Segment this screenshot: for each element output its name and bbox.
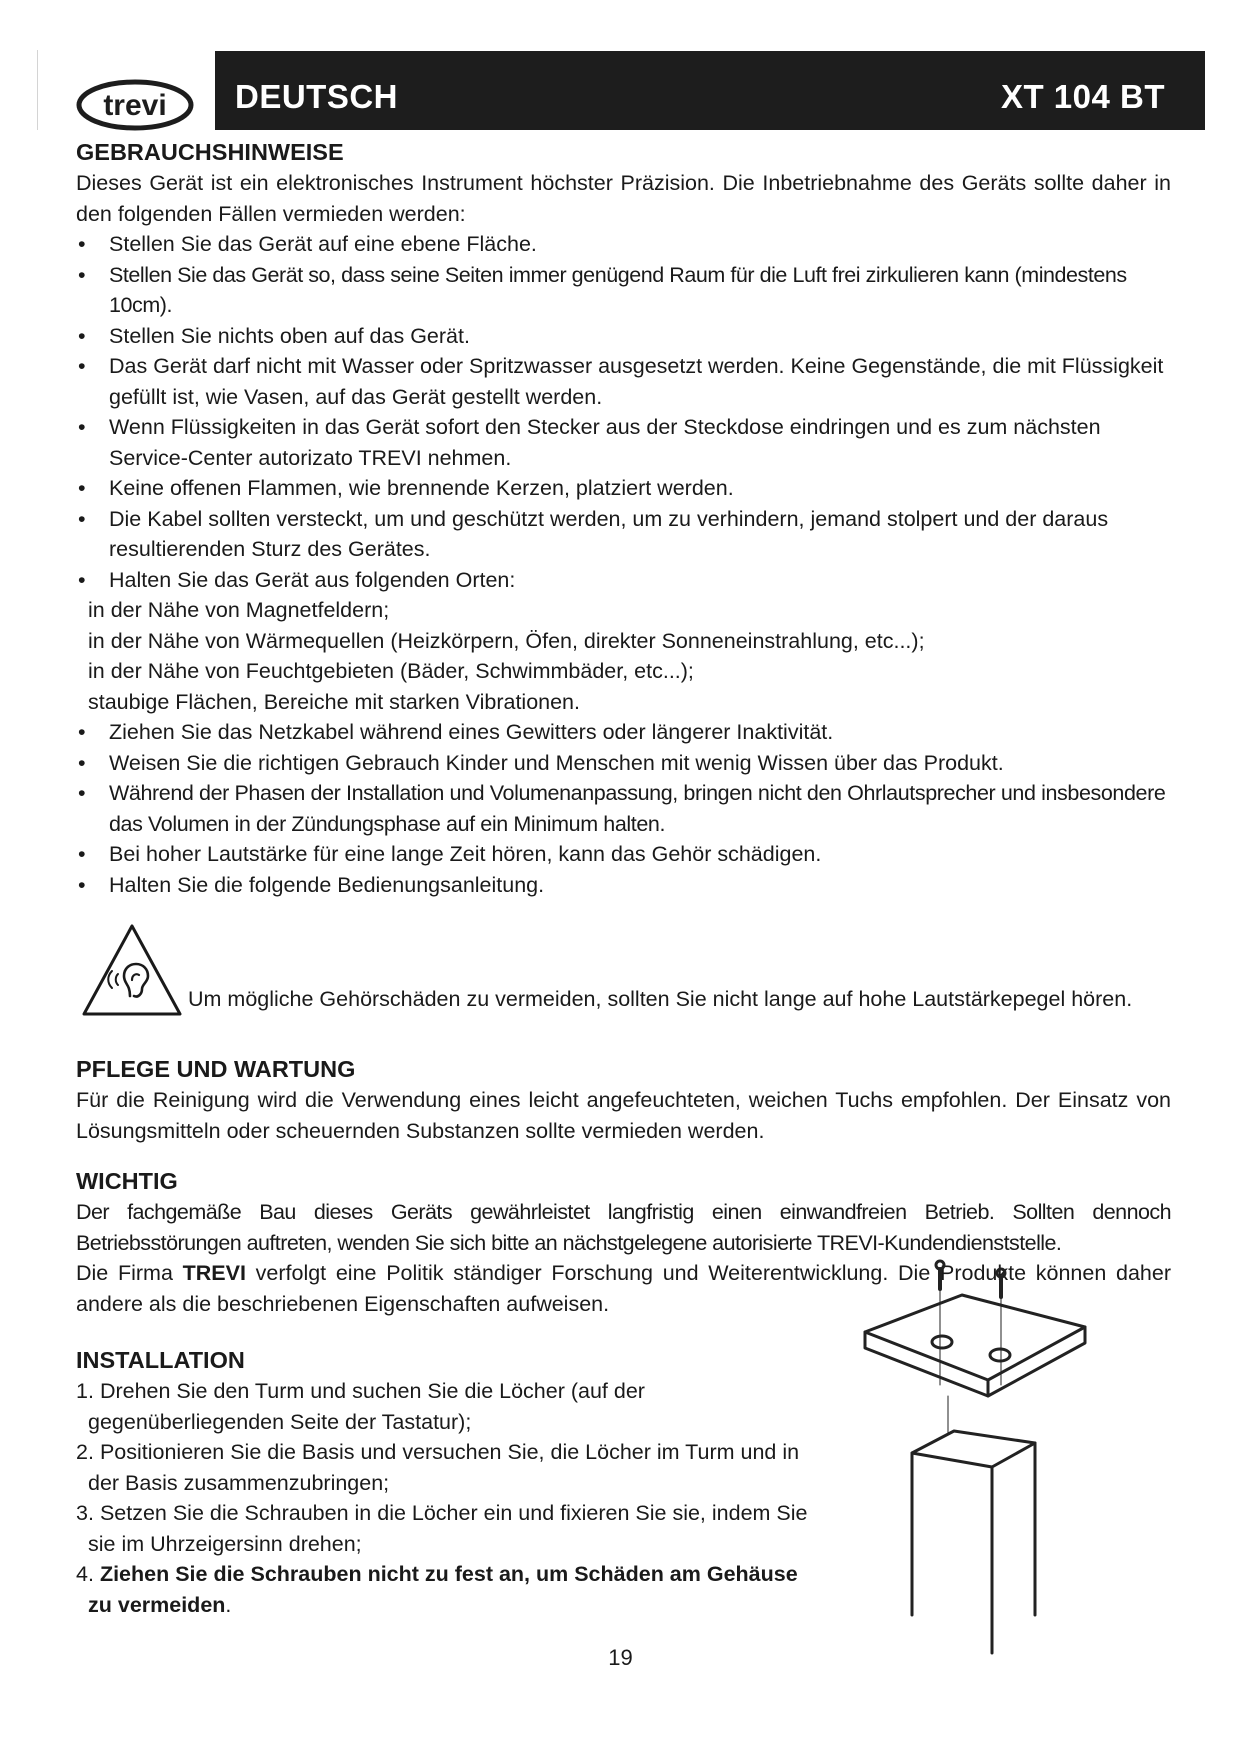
place-item: staubige Flächen, Bereiche mit starken Vibrationen. xyxy=(88,689,580,714)
important-title: WICHTIG xyxy=(76,1168,178,1194)
installation-step: 4. Ziehen Sie die Schrauben nicht zu fest an, um Schäden am Gehäuse zu vermeiden. xyxy=(76,1562,798,1617)
usage-intro: Dieses Gerät ist ein elektronisches Instrument höchster Präzision. Die Inbetriebnahme des Geräts sollte daher in den folgenden Fällen vermieden werden: xyxy=(76,171,1171,226)
bullet: • xyxy=(78,262,86,287)
care-text: Für die Reinigung wird die Verwendung eines leicht angefeuchteten, weichen Tuchs empfohlen. Der Einsatz von Lösungsmitteln oder scheuernden Substanzen sollte vermieden werden. xyxy=(76,1088,1171,1143)
list-item: • Das Gerät darf nicht mit Wasser oder Spritzwasser ausgesetzt werden. Keine Gegenstände, die mit Flüssigkeit gefüllt ist, wie Vasen, auf das Gerät gestellt werden. xyxy=(76,351,1171,412)
installation-title: INSTALLATION xyxy=(76,1347,245,1373)
bullet: • xyxy=(78,720,86,744)
bullet: • xyxy=(78,476,86,500)
care-section xyxy=(76,1054,1171,1146)
place-item: in der Nähe von Wärmequellen (Heizkörpern, Öfen, direkter Sonneneinstrahlung, etc...); xyxy=(88,628,925,653)
bullet: • xyxy=(78,415,86,439)
list-item: • Ziehen Sie das Netzkabel während eines Gewitters oder längerer Inaktivität. xyxy=(76,717,1171,748)
trevi-logo xyxy=(76,79,194,131)
bullet: • xyxy=(78,567,86,592)
usage-list xyxy=(76,229,1171,595)
list-item: • Weisen Sie die richtigen Gebrauch Kinder und Menschen mit wenig Wissen über das Produkt. xyxy=(76,748,1171,779)
tower xyxy=(912,1431,1035,1653)
list-item: • Stellen Sie das Gerät so, dass seine Seiten immer genügend Raum für die Luft frei zirkulieren kann (mindestens 10cm). xyxy=(76,260,1171,321)
list-item: • Halten Sie das Gerät aus folgenden Orten: xyxy=(76,565,1171,596)
list-item: • Halten Sie die folgende Bedienungsanleitung. xyxy=(76,870,1171,901)
bullet: • xyxy=(78,506,86,531)
list-item: • Bei hoher Lautstärke für eine lange Zeit hören, kann das Gehör schädigen. xyxy=(76,839,1171,870)
screw-icon xyxy=(936,1261,944,1385)
installation-steps xyxy=(76,1376,816,1620)
list-item: • Keine offenen Flammen, wie brennende Kerzen, platziert werden. xyxy=(76,473,1171,504)
list-item: • Die Kabel sollten versteckt, um und geschützt werden, um zu verhindern, jemand stolpert und der daraus resultierenden Sturz des Gerätes. xyxy=(76,504,1171,565)
model-label: XT 104 BT xyxy=(1000,77,1165,115)
hearing-warning-text: Um mögliche Gehörschäden zu vermeiden, sollten Sie nicht lange auf hohe Lautstärkepegel hören. xyxy=(188,987,1133,1011)
usage-list-continued xyxy=(76,717,1171,900)
hearing-warning xyxy=(76,922,1171,1040)
care-title: PFLEGE UND WARTUNG xyxy=(76,1056,356,1082)
list-item: • Stellen Sie nichts oben auf das Gerät. xyxy=(76,321,1171,352)
important-text-2: Die Firma TREVI verfolgt eine Politik ständiger Forschung und Weiterentwicklung. Die Produkte können daher andere als die beschriebenen Eigenschaften aufweisen. xyxy=(76,1261,1171,1316)
place-item: in der Nähe von Feuchtgebieten (Bäder, Schwimmbäder, etc...); xyxy=(88,659,694,683)
header-bar xyxy=(215,51,1205,130)
base-plate xyxy=(865,1295,1085,1396)
bullet: • xyxy=(78,842,86,866)
list-item: • Stellen Sie das Gerät auf eine ebene Fläche. xyxy=(76,229,1171,260)
list-item: • Während der Phasen der Installation und Volumenanpassung, bringen nicht den Ohrlautsprecher und insbesondere das Volumen in der Zündungsphase auf ein Minimum halten. xyxy=(76,778,1171,839)
list-item: • Wenn Flüssigkeiten in das Gerät sofort den Stecker aus der Steckdose eindringen und es zum nächsten Service-Center autorizato TREVI nehmen. xyxy=(76,412,1171,473)
bullet: • xyxy=(78,781,86,805)
bullet: • xyxy=(78,354,86,378)
logo-wordmark: trevi xyxy=(103,89,167,122)
bullet: • xyxy=(78,323,86,348)
bullet: • xyxy=(78,232,86,256)
screw-icon xyxy=(997,1269,1005,1385)
hearing-warning-icon xyxy=(80,922,184,1018)
bullet: • xyxy=(78,872,86,897)
important-text-1: Der fachgemäße Bau dieses Geräts gewährleistet langfristig einen einwandfreien Betrieb. Sollten dennoch Betriebsstörungen auftreten, wenden Sie sich bitte an nächstgelegene autorisierte TREVI-Kundendienststelle. xyxy=(76,1200,1171,1255)
page-edge-line xyxy=(37,50,38,130)
place-item: in der Nähe von Magnetfeldern; xyxy=(88,598,390,622)
installation-step: 1. Drehen Sie den Turm und suchen Sie die Löcher (auf der gegenüberliegenden Seite der Tastatur); xyxy=(76,1379,645,1434)
installation-step: 2. Positionieren Sie die Basis und versuchen Sie, die Löcher im Turm und in der Basis zusammenzubringen; xyxy=(76,1440,800,1495)
places-list xyxy=(76,595,1171,717)
page-number: 19 xyxy=(608,1645,633,1670)
usage-section xyxy=(76,137,1171,900)
bullet: • xyxy=(78,750,86,775)
language-label: DEUTSCH xyxy=(235,77,399,115)
brand-name: TREVI xyxy=(182,1261,246,1285)
installation-illustration xyxy=(850,1255,1120,1655)
installation-step: 3. Setzen Sie die Schrauben in die Löcher ein und fixieren Sie sie, indem Sie sie im Uhrzeigersinn drehen; xyxy=(76,1501,808,1556)
usage-title: GEBRAUCHSHINWEISE xyxy=(76,139,344,165)
